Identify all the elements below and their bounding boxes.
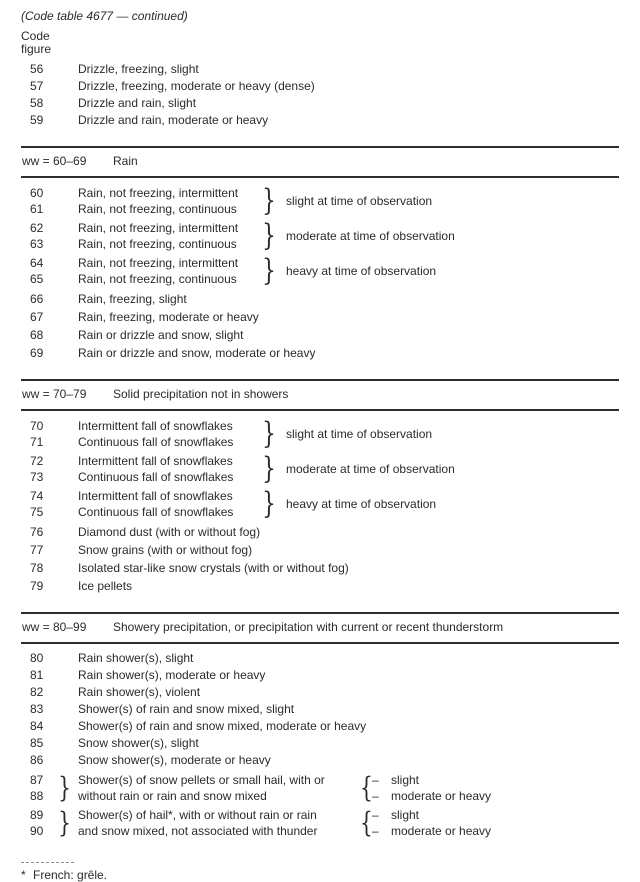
dash-icon: – — [372, 789, 379, 803]
ww-range: ww = 60–69 — [22, 154, 87, 168]
intensity-label: slight at time of observation — [286, 427, 433, 441]
table-row — [21, 469, 258, 485]
section-body-70-79 — [21, 418, 619, 595]
code-description: Rain shower(s), violent — [78, 685, 201, 699]
code-description: Intermittent fall of snowflakes — [78, 489, 233, 503]
figure-label: figure — [21, 42, 52, 56]
table-row — [21, 255, 258, 271]
table-row — [21, 559, 619, 577]
code-description: Rain, freezing, slight — [78, 292, 187, 306]
intensity-label: heavy at time of observation — [286, 497, 437, 511]
table-row — [21, 95, 619, 112]
table-row — [21, 684, 619, 701]
table-row — [21, 504, 258, 520]
table-row — [21, 667, 619, 684]
table-row — [21, 344, 619, 362]
code-description: Snow grains (with or without fog) — [78, 543, 253, 557]
intensity-label: heavy at time of observation — [286, 264, 437, 278]
code-description: Rain, not freezing, intermittent — [78, 221, 239, 235]
code-description: Rain or drizzle and snow, slight — [78, 328, 244, 342]
section-body-60-69 — [21, 185, 619, 362]
code-description: Rain, freezing, moderate or heavy — [78, 310, 259, 324]
code-figure: 86 — [30, 753, 44, 767]
code-pair-group — [21, 220, 619, 252]
code-description: Intermittent fall of snowflakes — [78, 454, 233, 468]
code-figure: 90 — [30, 824, 44, 838]
code-description: Rain or drizzle and snow, moderate or heavy — [78, 346, 316, 360]
left-brace-icon: { — [359, 771, 373, 804]
code-figure: 87 — [30, 773, 44, 787]
code-figure: 64 — [30, 256, 44, 270]
dash-icon: – — [372, 824, 379, 838]
table-row — [21, 185, 258, 201]
intensity-label: moderate at time of observation — [286, 229, 455, 243]
code-figure: 74 — [30, 489, 44, 503]
footnote-divider — [21, 862, 74, 863]
right-brace-icon: } — [262, 253, 276, 288]
section-title: Showery precipitation, or precipitation with current or recent thunderstorm — [113, 620, 504, 634]
ww-range: ww = 70–79 — [22, 387, 87, 401]
code-figure: 81 — [30, 668, 44, 682]
section-body-80-99 — [21, 650, 619, 839]
code-figure: 80 — [30, 651, 44, 665]
code-description: Isolated star-like snow crystals (with or without fog) — [78, 561, 349, 575]
code-figure: 58 — [30, 96, 44, 110]
code-figure: 63 — [30, 237, 44, 251]
intro-rows — [21, 61, 619, 129]
table-row — [21, 220, 258, 236]
table-row — [21, 488, 258, 504]
intensity-item: – moderate or heavy — [372, 789, 492, 803]
right-brace-icon: } — [262, 218, 276, 253]
code-figure: 89 — [30, 808, 44, 822]
table-row — [21, 201, 258, 217]
code-figure: 67 — [30, 310, 44, 324]
code-description: Intermittent fall of snowflakes — [78, 419, 233, 433]
code-label: Code — [21, 29, 50, 43]
code-figure: 66 — [30, 292, 44, 306]
table-row — [21, 434, 258, 450]
footnote — [21, 868, 619, 882]
code-description: Drizzle and rain, slight — [78, 96, 197, 110]
section-header-80-99 — [21, 612, 619, 644]
code-description: Rain shower(s), moderate or heavy — [78, 668, 266, 682]
code-pair-group — [21, 185, 619, 217]
code-description: Shower(s) of rain and snow mixed, slight — [78, 702, 295, 716]
code-description: Continuous fall of snowflakes — [78, 505, 234, 519]
code-description: Shower(s) of hail*, with or without rain or rain and snow mixed, not associated with thunder — [78, 808, 318, 838]
code-figure: 59 — [30, 113, 44, 127]
intensity-item: – slight — [372, 808, 420, 822]
code-figure: 61 — [30, 202, 44, 216]
code-figure: 88 — [30, 789, 44, 803]
code-description: Shower(s) of rain and snow mixed, moderate or heavy — [78, 719, 367, 733]
code-figure: 65 — [30, 272, 44, 286]
right-brace-icon: } — [58, 806, 71, 839]
code-figure: 71 — [30, 435, 44, 449]
code-figure: 73 — [30, 470, 44, 484]
right-brace-icon: } — [262, 416, 276, 451]
code-description: Rain, not freezing, continuous — [78, 202, 237, 216]
table-row — [21, 523, 619, 541]
table-row — [21, 326, 619, 344]
code-description: Drizzle and rain, moderate or heavy — [78, 113, 269, 127]
intensity-label: moderate at time of observation — [286, 462, 455, 476]
code-figure: 72 — [30, 454, 44, 468]
code-figure: 79 — [30, 579, 44, 593]
code-figure: 60 — [30, 186, 44, 200]
dash-icon: – — [372, 773, 379, 787]
section-header-60-69 — [21, 146, 619, 178]
table-row — [21, 718, 619, 735]
right-brace-icon: } — [262, 486, 276, 521]
ww-range: ww = 80–99 — [22, 620, 87, 634]
code-description: Diamond dust (with or without fog) — [78, 525, 261, 539]
table-row — [21, 701, 619, 718]
code-description: Snow shower(s), slight — [78, 736, 199, 750]
table-row — [21, 271, 258, 287]
intensity-item: – slight — [372, 773, 420, 787]
code-description: Rain, not freezing, intermittent — [78, 186, 239, 200]
code-figure: 69 — [30, 346, 44, 360]
section-title: Rain — [113, 154, 138, 168]
code-description: Shower(s) of snow pellets or small hail, with or without rain or rain and snow mixed — [78, 773, 325, 803]
table-row — [21, 112, 619, 129]
continuation-note: (Code table 4677 — continued) — [21, 9, 188, 23]
code-description: Rain, not freezing, intermittent — [78, 256, 239, 270]
right-brace-icon: } — [262, 451, 276, 486]
code-group-89-90 — [21, 807, 619, 839]
code-figure: 77 — [30, 543, 44, 557]
code-figure: 78 — [30, 561, 44, 575]
table-row — [21, 418, 258, 434]
code-figure: 62 — [30, 221, 44, 235]
intensity-item: – moderate or heavy — [372, 824, 492, 838]
code-description: Rain shower(s), slight — [78, 651, 194, 665]
table-row — [21, 308, 619, 326]
code-description: Drizzle, freezing, slight — [78, 62, 199, 76]
code-group-87-88 — [21, 772, 619, 804]
code-figure: 70 — [30, 419, 44, 433]
code-description: Continuous fall of snowflakes — [78, 470, 234, 484]
code-pair-group — [21, 488, 619, 520]
left-brace-icon: { — [359, 806, 373, 839]
code-pair-group — [21, 418, 619, 450]
code-figure: 83 — [30, 702, 44, 716]
code-description: Snow shower(s), moderate or heavy — [78, 753, 271, 767]
code-description: Drizzle, freezing, moderate or heavy (dense) — [78, 79, 315, 93]
right-brace-icon: } — [262, 183, 276, 218]
table-row — [21, 752, 619, 769]
table-row — [21, 78, 619, 95]
section-title: Solid precipitation not in showers — [113, 387, 289, 401]
table-row — [21, 735, 619, 752]
code-pair-group — [21, 453, 619, 485]
table-row — [21, 453, 258, 469]
code-figure: 56 — [30, 62, 44, 76]
code-description: Rain, not freezing, continuous — [78, 272, 237, 286]
code-description: Ice pellets — [78, 579, 133, 593]
table-row — [21, 290, 619, 308]
code-figure: 75 — [30, 505, 44, 519]
code-figure-column-header — [21, 30, 619, 56]
code-figure: 57 — [30, 79, 44, 93]
table-row — [21, 577, 619, 595]
footnote-symbol: * — [21, 868, 26, 882]
section-header-70-79 — [21, 379, 619, 411]
code-pair-group — [21, 255, 619, 287]
code-figure: 68 — [30, 328, 44, 342]
table-row — [21, 650, 619, 667]
table-row — [21, 61, 619, 78]
code-figure: 84 — [30, 719, 44, 733]
code-description: Continuous fall of snowflakes — [78, 435, 234, 449]
intensity-label: slight at time of observation — [286, 194, 433, 208]
code-description: Rain, not freezing, continuous — [78, 237, 237, 251]
code-figure: 76 — [30, 525, 44, 539]
dash-icon: – — [372, 808, 379, 822]
code-figure: 82 — [30, 685, 44, 699]
code-figure: 85 — [30, 736, 44, 750]
table-row — [21, 541, 619, 559]
footnote-text: French: grêle. — [33, 868, 108, 882]
right-brace-icon: } — [58, 771, 71, 804]
table-row — [21, 236, 258, 252]
